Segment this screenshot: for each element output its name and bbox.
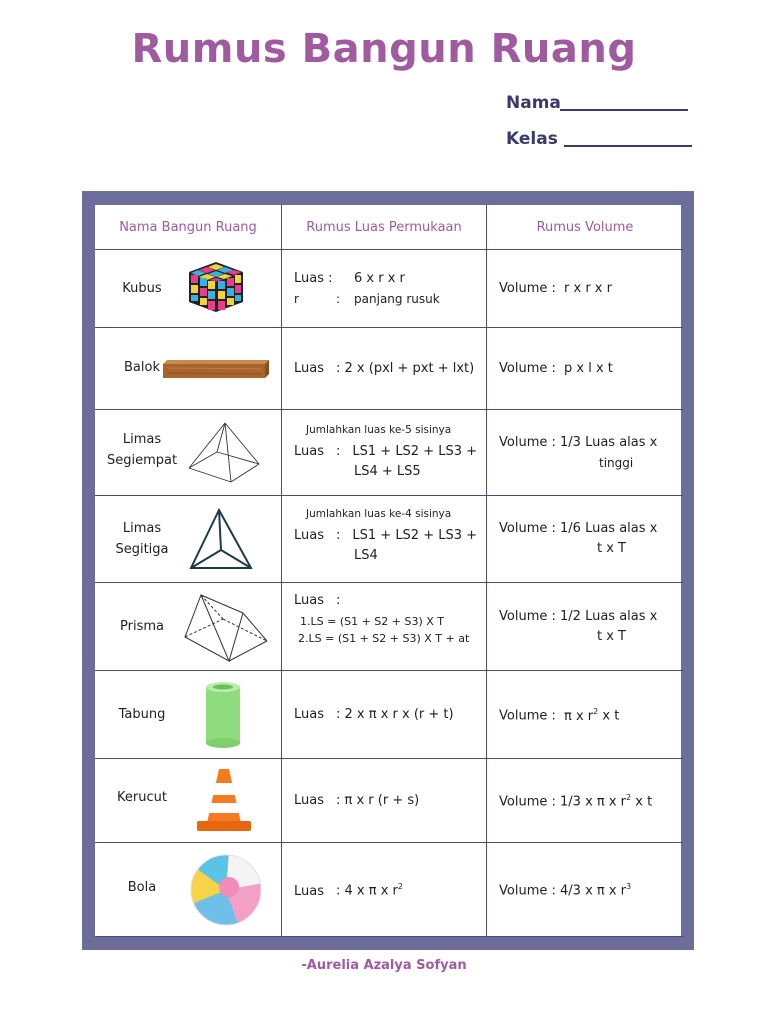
luas-label: Luas [294, 792, 324, 808]
luas-formula: 6 x r x r [354, 270, 405, 286]
luas-formula: : 2 x π x r x (r + t) [336, 706, 454, 722]
name-cell [95, 328, 282, 410]
luas-note: Jumlahkan luas ke-4 sisinya [306, 508, 452, 520]
volume-formula: 1/3 x π x r [560, 794, 627, 810]
volume-formula: π x r [564, 708, 594, 724]
table-row [95, 583, 683, 671]
triangular-prism-icon [183, 591, 269, 663]
luas-sep: : [336, 444, 341, 459]
shape-name: Kerucut [117, 790, 167, 805]
shape-name: Kubus [122, 281, 162, 296]
luas-cell [282, 410, 487, 496]
table-row [95, 328, 683, 410]
page-title: Rumus Bangun Ruang [131, 26, 637, 72]
luas-formula-cont: LS4 [354, 548, 378, 563]
volume-formula-cont: t x T [597, 541, 626, 556]
triangular-pyramid-icon [189, 508, 257, 572]
volume-formula: p x l x t [564, 360, 613, 376]
luas-cell [282, 328, 487, 410]
volume-cell [487, 496, 684, 583]
luas-formula: : π x r (r + s) [336, 792, 420, 808]
rubiks-cube-icon [187, 260, 245, 314]
kelas-field [506, 129, 558, 149]
name-cell [95, 843, 282, 937]
traffic-cone-icon [195, 767, 253, 835]
volume-cell [487, 328, 684, 410]
shape-name-line1: Limas [122, 521, 162, 536]
luas-cell [282, 250, 487, 328]
table-header-row [95, 205, 683, 250]
shape-name: Tabung [118, 707, 166, 722]
exponent-3: 3 [626, 882, 632, 892]
header-nama: Nama Bangun Ruang [95, 205, 282, 250]
volume-formula-cont: tinggi [599, 455, 634, 470]
kelas-blank-line [564, 145, 692, 147]
volume-label: Volume : [499, 608, 556, 624]
table-row [95, 759, 683, 843]
formula-table [95, 205, 683, 937]
luas-label: Luas : [294, 270, 333, 286]
square-pyramid-icon [187, 420, 263, 486]
volume-label: Volume : [499, 883, 556, 899]
volume-cell [487, 250, 684, 328]
kelas-label: Kelas [506, 129, 558, 149]
luas-formula-cont: LS4 + LS5 [354, 464, 421, 479]
name-cell [95, 583, 282, 671]
luas-cell [282, 496, 487, 583]
shape-name-line2: Segitiga [115, 542, 169, 557]
shape-name-line2: Segiempat [106, 453, 178, 468]
name-cell [95, 250, 282, 328]
r-sep: : [336, 291, 341, 306]
luas-formula: LS1 + LS2 + LS3 + [352, 528, 478, 543]
cylinder-icon [203, 681, 243, 749]
luas-label: Luas [294, 360, 324, 376]
luas-label: Luas [294, 883, 324, 899]
shape-name-line1: Limas [122, 432, 162, 447]
luas-sep: : [336, 593, 341, 608]
luas-cell [282, 843, 487, 937]
exponent-2: 2 [626, 793, 632, 803]
name-cell [95, 496, 282, 583]
luas-formula-2: 2.LS = (S1 + S2 + S3) X T + at [298, 632, 470, 645]
volume-formula: 1/3 Luas alas x [560, 434, 658, 450]
volume-formula-cont: t x T [597, 628, 626, 644]
luas-formula: : 2 x (pxl + pxt + lxt) [336, 360, 475, 376]
name-cell [95, 671, 282, 759]
shape-name [103, 429, 181, 471]
r-desc: panjang rusuk [354, 291, 440, 306]
volume-formula-tail: x t [602, 708, 620, 724]
shape-name: Balok [124, 360, 160, 375]
luas-label: Luas [294, 593, 324, 608]
nama-blank-line [560, 109, 688, 111]
table-row [95, 496, 683, 583]
r-label: r [294, 291, 299, 306]
shape-name: Prisma [120, 619, 164, 634]
name-cell [95, 410, 282, 496]
volume-formula: 1/2 Luas alas x [560, 608, 658, 624]
table-row [95, 671, 683, 759]
luas-label: Luas [294, 706, 324, 722]
exponent-2: 2 [593, 707, 599, 717]
volume-cell [487, 583, 684, 671]
volume-label: Volume : [499, 708, 556, 724]
header-luas: Rumus Luas Permukaan [282, 205, 487, 250]
name-cell [95, 759, 282, 843]
volume-cell [487, 410, 684, 496]
volume-cell [487, 759, 684, 843]
table-row [95, 410, 683, 496]
volume-label: Volume : [499, 794, 556, 810]
luas-formula-1: 1.LS = (S1 + S2 + S3) X T [300, 615, 445, 628]
header-volume: Rumus Volume [487, 205, 684, 250]
luas-cell [282, 583, 487, 671]
volume-formula-tail: x t [635, 794, 653, 810]
shape-name: Bola [127, 880, 157, 895]
table-row [95, 843, 683, 937]
shape-name [103, 518, 181, 560]
nama-field [506, 93, 561, 113]
wooden-block-icon [163, 356, 273, 382]
author-credit: -Aurelia Azalya Sofyan [301, 958, 467, 973]
luas-note: Jumlahkan luas ke-5 sisinya [306, 424, 452, 436]
volume-label: Volume : [499, 360, 556, 376]
volume-formula: 4/3 x π x r [560, 883, 627, 899]
volume-label: Volume : [499, 521, 556, 536]
volume-cell [487, 671, 684, 759]
table-row [95, 250, 683, 328]
luas-cell [282, 759, 487, 843]
luas-label: Luas [294, 528, 324, 543]
luas-label: Luas [294, 444, 324, 459]
luas-formula: : 4 x π x r [336, 883, 398, 899]
volume-cell [487, 843, 684, 937]
volume-label: Volume : [499, 434, 556, 450]
luas-formula: LS1 + LS2 + LS3 + [352, 444, 478, 459]
exponent-2: 2 [397, 882, 403, 892]
volume-label: Volume : [499, 280, 556, 296]
luas-sep: : [336, 528, 341, 543]
nama-label: Nama [506, 93, 561, 113]
beach-ball-icon [189, 853, 263, 927]
luas-cell [282, 671, 487, 759]
volume-formula: 1/6 Luas alas x [560, 521, 658, 536]
volume-formula: r x r x r [564, 280, 612, 296]
